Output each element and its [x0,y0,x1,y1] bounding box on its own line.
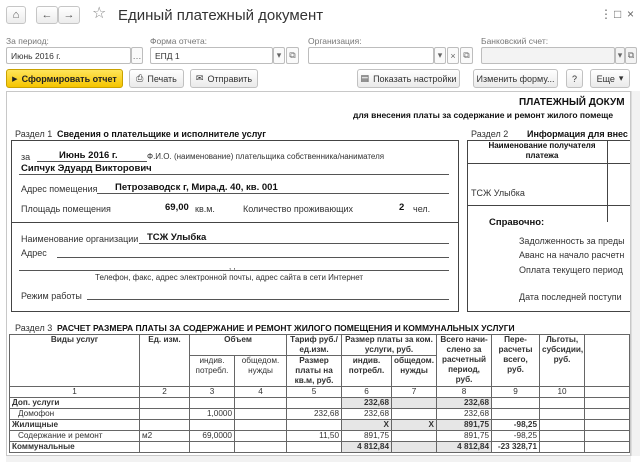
chevron-down-icon: ▾ [276,50,282,60]
table-cell: -98,25 [492,431,540,442]
print-button[interactable] [129,69,184,88]
table-cell: 232,68 [437,409,492,420]
table-cell [540,420,585,431]
table-cell [540,398,585,409]
section2-row-divider [467,205,631,206]
reference-item: Задолженность за преды [519,236,625,246]
horizontal-scrollbar[interactable] [6,456,631,462]
area-value: 69,00 [165,202,189,213]
table-header-row [10,335,630,356]
table-cell [140,409,190,420]
form-label: Форма отчета: [150,36,208,46]
table-cell [540,442,585,453]
table-row [10,398,630,409]
column-number: 9 [492,387,540,398]
table-cell [235,442,287,453]
org-name-underline [139,243,449,244]
organization-open-button[interactable] [460,47,473,64]
calculation-table-body [10,398,630,453]
table-cell [392,442,437,453]
chevron-down-icon: ▾ [437,50,443,60]
show-settings-label: Показать настройки [373,73,457,84]
col-subheader: общедом. нужды [235,356,287,387]
back-button[interactable] [36,6,58,24]
form-input[interactable]: ЕПД 1 [150,47,273,64]
table-cell [140,398,190,409]
table-cell [392,409,437,420]
table-cell: 11,50 [287,431,342,442]
table-cell: Домофон [10,409,140,420]
column-number: 6 [342,387,392,398]
table-cell: 232,68 [437,398,492,409]
bank-account-open-button[interactable] [625,47,637,64]
table-cell: 232,68 [342,398,392,409]
section3-title: РАСЧЕТ РАЗМЕРА ПЛАТЫ ЗА СОДЕРЖАНИЕ И РЕМОНТ ЖИЛОГО ПОМЕЩЕНИЯ И КОММУНАЛЬНЫХ УСЛУГИ [57,323,515,333]
table-cell [492,409,540,420]
table-cell: 891,75 [342,431,392,442]
col-header: Объем [190,335,287,356]
ellipsis-icon: … [132,50,142,61]
change-form-label: Изменить форму... [476,73,555,84]
table-cell [140,420,190,431]
area-label: Площадь помещения [21,204,111,214]
col-header-overflow [585,335,630,387]
table-cell-overflow [585,398,630,409]
column-number: 2 [140,387,190,398]
open-link-icon: ⧉ [289,50,296,60]
column-number: 5 [287,387,342,398]
table-cell: 232,68 [287,409,342,420]
org-address-comma: , , [229,262,236,271]
table-cell: 4 812,84 [437,442,492,453]
table-row [10,420,630,431]
column-number: 1 [10,387,140,398]
column-number: 7 [392,387,437,398]
favorite-star-icon[interactable]: ☆ [92,5,107,22]
table-cell-overflow [585,431,630,442]
table-row [10,442,630,453]
table-cell: 1,0000 [190,409,235,420]
column-number: 4 [235,387,287,398]
table-cell: Коммунальные [10,442,140,453]
home-button[interactable] [6,6,26,24]
organization-dropdown-button[interactable] [434,47,446,64]
section2-col-divider [607,140,608,222]
table-cell [392,398,437,409]
show-settings-button[interactable] [357,69,460,88]
column-number-row [10,387,630,398]
organization-input[interactable] [308,47,434,64]
col-subheader: Размер платы на кв.м, руб. [287,356,342,387]
settings-icon: ▤ [360,73,370,83]
change-form-button[interactable] [473,69,558,88]
more-button[interactable] [590,69,630,88]
table-cell: 4 812,84 [342,442,392,453]
chevron-down-icon: ▾ [618,73,624,83]
table-cell: 232,68 [342,409,392,420]
more-label: Еще [596,73,615,84]
table-cell [235,409,287,420]
table-cell [540,431,585,442]
section2-number: Раздел 2 [471,129,509,139]
doc-subtitle: для внесения платы за содержание и ремонт жилого помеще [353,110,614,120]
section1-divider [11,222,459,223]
clear-icon: × [450,50,456,61]
title-bar [0,0,640,32]
table-cell [392,431,437,442]
col-subheader: индив. потребл. [190,356,235,387]
table-cell: 69,0000 [190,431,235,442]
table-cell [287,420,342,431]
area-unit: кв.м. [195,204,215,214]
schedule-label: Режим работы [21,291,82,301]
table-cell: Жилищные [10,420,140,431]
maximize-icon[interactable]: □ [614,7,622,21]
window-title: Единый платежный документ [118,7,324,24]
residents-unit: чел. [413,204,431,214]
table-cell [287,442,342,453]
table-cell: -23 328,71 [492,442,540,453]
recipient-value: ТСЖ Улыбка [471,188,525,198]
generate-report-button[interactable] [6,69,123,88]
form-dropdown-button[interactable] [273,47,285,64]
generate-report-label: Сформировать отчет [21,73,117,84]
org-name-value: ТСЖ Улыбка [147,232,207,243]
period-value: Июнь 2016 г. [59,150,118,161]
table-cell [287,398,342,409]
recipient-header: Наименование получателя платежа [488,141,596,160]
column-number: 3 [190,387,235,398]
printer-icon: ⎙ [136,73,144,83]
print-label: Печать [147,73,177,84]
section2-title: Информация для внес [527,129,628,139]
table-cell [190,442,235,453]
doc-title: ПЛАТЕЖНЫЙ ДОКУМ [519,97,625,108]
section1-title: Сведения о плательщике и исполнителе услуг [57,129,266,139]
report-area[interactable] [6,91,631,456]
section1-number: Раздел 1 [15,129,53,139]
table-cell: 891,75 [437,431,492,442]
address-value: Петрозаводск г, Мира,д. 40, кв. 001 [115,182,278,193]
envelope-icon: ✉ [195,73,204,83]
send-button[interactable] [190,69,258,88]
form-open-button[interactable] [286,47,299,64]
organization-clear-button[interactable] [447,47,459,64]
reference-item: Аванс на начало расчетн [519,250,625,260]
help-button[interactable] [566,69,583,88]
section3-number: Раздел 3 [15,323,53,333]
vertical-scrollbar[interactable] [631,91,640,456]
column-number-overflow [585,387,630,398]
for-label: за [21,152,31,162]
address-label: Адрес помещения [21,184,98,194]
column-number: 8 [437,387,492,398]
col-header: Всего начи-слено за расчетный период, руб. [437,335,492,387]
org-name-label: Наименование организации [21,234,139,244]
table-cell: X [342,420,392,431]
back-arrow-icon: ← [41,9,53,21]
open-link-icon: ⧉ [627,50,635,60]
calculation-table [9,334,630,453]
address-underline [97,193,449,194]
col-header: Виды услуг [10,335,140,387]
org-address-label: Адрес [21,248,47,258]
table-cell [235,398,287,409]
col-subheader: общедом. нужды [392,356,437,387]
forward-button[interactable] [58,6,80,24]
play-icon: ▶ [12,75,18,83]
period-underline [37,161,147,162]
table-cell [235,431,287,442]
section2-header-divider [467,163,631,164]
table-cell [540,409,585,420]
contacts-underline [19,270,449,271]
col-header: Пере-расчеты всего, руб. [492,335,540,387]
table-cell [190,420,235,431]
col-header: Размер платы за ком. услуги, руб. [342,335,437,356]
menu-icon[interactable]: ⋮ [600,7,612,21]
table-cell-overflow [585,420,630,431]
col-header: Ед. изм. [140,335,190,387]
contacts-caption: Телефон, факс, адрес электронной почты, адрес сайта в сети Интернет [95,273,364,282]
col-header: Тариф руб./ед.изм. [287,335,342,356]
fio-label: Ф.И.О. (наименование) плательщика собственника/нанимателя [147,152,385,161]
reference-item: Дата последней поступи [519,292,622,302]
close-icon[interactable]: × [627,7,635,21]
chevron-down-icon: ▾ [617,50,623,60]
help-label: ? [571,73,577,84]
residents-value: 2 [399,202,405,213]
table-cell: Доп. услуги [10,398,140,409]
table-cell: X [392,420,437,431]
organization-label: Организация: [308,36,362,46]
table-cell-overflow [585,409,630,420]
table-cell: Содержание и ремонт [10,431,140,442]
residents-label: Количество проживающих [243,204,354,214]
payer-underline [19,174,449,175]
reference-title: Справочно: [489,217,545,228]
forward-arrow-icon: → [63,9,75,21]
bank-account-label: Банковский счет: [481,36,549,46]
bank-account-input[interactable] [481,47,615,64]
table-cell [492,398,540,409]
table-cell: -98,25 [492,420,540,431]
payer-name: Сипчук Эдуард Викторович [21,163,152,174]
period-select-button[interactable] [131,47,143,64]
col-subheader: индив. потребл. [342,356,392,387]
home-icon: ⌂ [12,9,20,21]
column-number: 10 [540,387,585,398]
table-row [10,431,630,442]
send-label: Отправить [207,73,253,84]
period-label: За период: [6,36,49,46]
table-cell [140,442,190,453]
table-cell: 891,75 [437,420,492,431]
col-header: Льготы, субсидии, руб. [540,335,585,387]
table-cell [190,398,235,409]
schedule-underline [87,299,449,300]
table-cell-overflow [585,442,630,453]
period-input[interactable]: Июнь 2016 г. [6,47,131,64]
reference-item: Оплата текущего период [519,265,623,275]
table-cell [235,420,287,431]
open-link-icon: ⧉ [463,50,470,60]
table-cell: м2 [140,431,190,442]
bank-account-dropdown-button[interactable] [615,47,625,64]
table-row [10,409,630,420]
org-address-underline [57,257,449,258]
